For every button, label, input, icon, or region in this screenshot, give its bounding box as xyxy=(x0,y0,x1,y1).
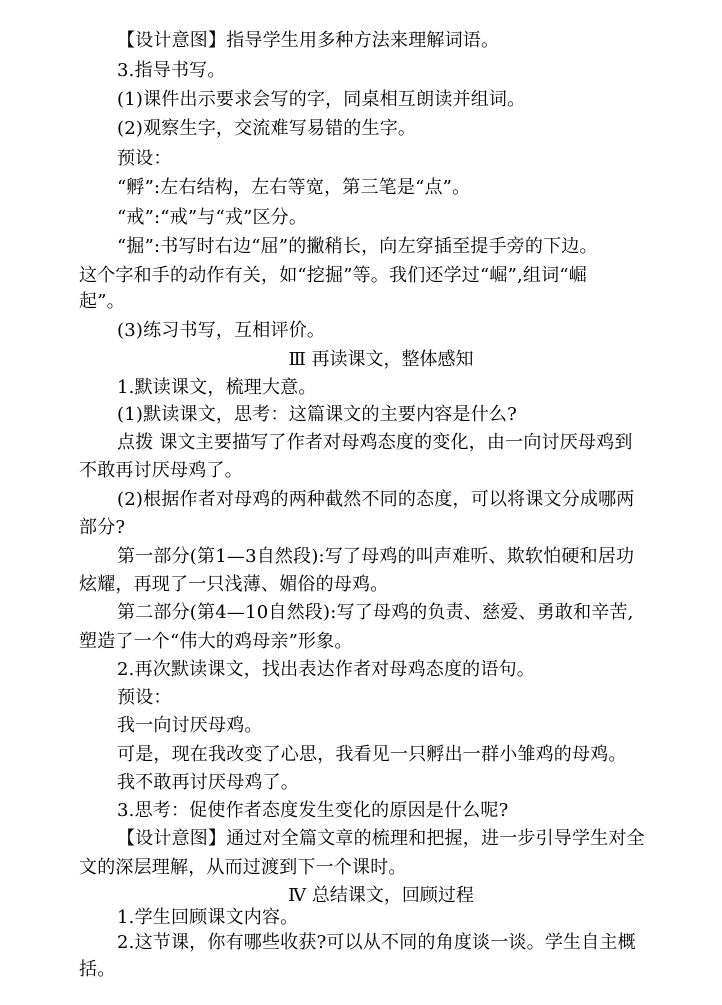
step-1-question-2: (2)根据作者对母鸡的两种截然不同的态度，可以将课文分成哪两 xyxy=(117,489,635,510)
quote-1: 我一向讨厌母鸡。 xyxy=(117,715,263,736)
char-jie-note: “戒”:“戒”与“戎”区分。 xyxy=(117,207,308,228)
part-1-summary-cont: 炫耀，再现了一只浅薄、媚俗的母鸡。 xyxy=(79,574,389,595)
step-1-question-2-cont: 部分? xyxy=(79,517,126,538)
char-jue-note-end: 起”。 xyxy=(79,291,125,312)
step-2-heading: 2.再次默读课文，找出表达作者对母鸡态度的语句。 xyxy=(117,659,535,680)
char-jue-note-cont: 这个字和手的动作有关，如“挖掘”等。我们还学过“崛”,组词“崛 xyxy=(79,265,587,286)
design-intent-2: 【设计意图】通过对全篇文章的梳理和把握，进一步引导学生对全 xyxy=(117,828,645,849)
guidance-paragraph: 点拨 课文主要描写了作者对母鸡态度的变化，由一向讨厌母鸡到 xyxy=(117,432,633,453)
section-3-title: Ⅲ 再读课文，整体感知 xyxy=(288,349,474,370)
guidance-paragraph-cont: 不敢再讨厌母鸡了。 xyxy=(79,460,243,481)
char-fu-note: “孵”:左右结构，左右等宽，第三笔是“点”。 xyxy=(117,177,471,198)
part-2-summary-cont: 塑造了一个“伟大的鸡母亲”形象。 xyxy=(79,631,353,652)
design-intent-2-cont: 文的深层理解，从而过渡到下一个课时。 xyxy=(79,857,407,878)
step-3-think: 3.思考：促使作者态度发生变化的原因是什么呢? xyxy=(117,800,509,821)
summary-step-2: 2.这节课，你有哪些收获?可以从不同的角度谈一谈。学生自主概 xyxy=(117,932,636,953)
summary-step-2-cont: 括。 xyxy=(79,959,116,980)
section-4-title: Ⅳ 总结课文，回顾过程 xyxy=(288,885,474,906)
design-intent-paragraph: 【设计意图】指导学生用多种方法来理解词语。 xyxy=(117,30,500,51)
step-3-item-1: (1)课件出示要求会写的字，同桌相互朗读并组词。 xyxy=(117,89,526,110)
quote-2: 可是，现在我改变了心思，我看见一只孵出一群小雏鸡的母鸡。 xyxy=(117,744,627,765)
preset-label-2: 预设： xyxy=(117,687,172,708)
part-1-summary: 第一部分(第1—3自然段):写了母鸡的叫声难听、欺软怕硬和居功 xyxy=(117,546,635,567)
char-jue-note: “掘”:书写时右边“屈”的撇稍长，向左穿插至提手旁的下边。 xyxy=(117,236,598,257)
step-3-heading: 3.指导书写。 xyxy=(117,60,226,81)
step-3-item-2: (2)观察生字，交流难写易错的生字。 xyxy=(117,118,417,139)
quote-3: 我不敢再讨厌母鸡了。 xyxy=(117,772,299,793)
step-1-question-1: (1)默读课文，思考：这篇课文的主要内容是什么? xyxy=(117,404,517,425)
step-3-item-3: (3)练习书写，互相评价。 xyxy=(117,320,326,341)
step-1-heading: 1.默读课文，梳理大意。 xyxy=(117,377,317,398)
summary-step-1: 1.学生回顾课文内容。 xyxy=(117,907,299,928)
part-2-summary: 第二部分(第4—10自然段):写了母鸡的负责、慈爱、勇敢和辛苦, xyxy=(117,602,634,623)
preset-label: 预设： xyxy=(117,148,172,169)
